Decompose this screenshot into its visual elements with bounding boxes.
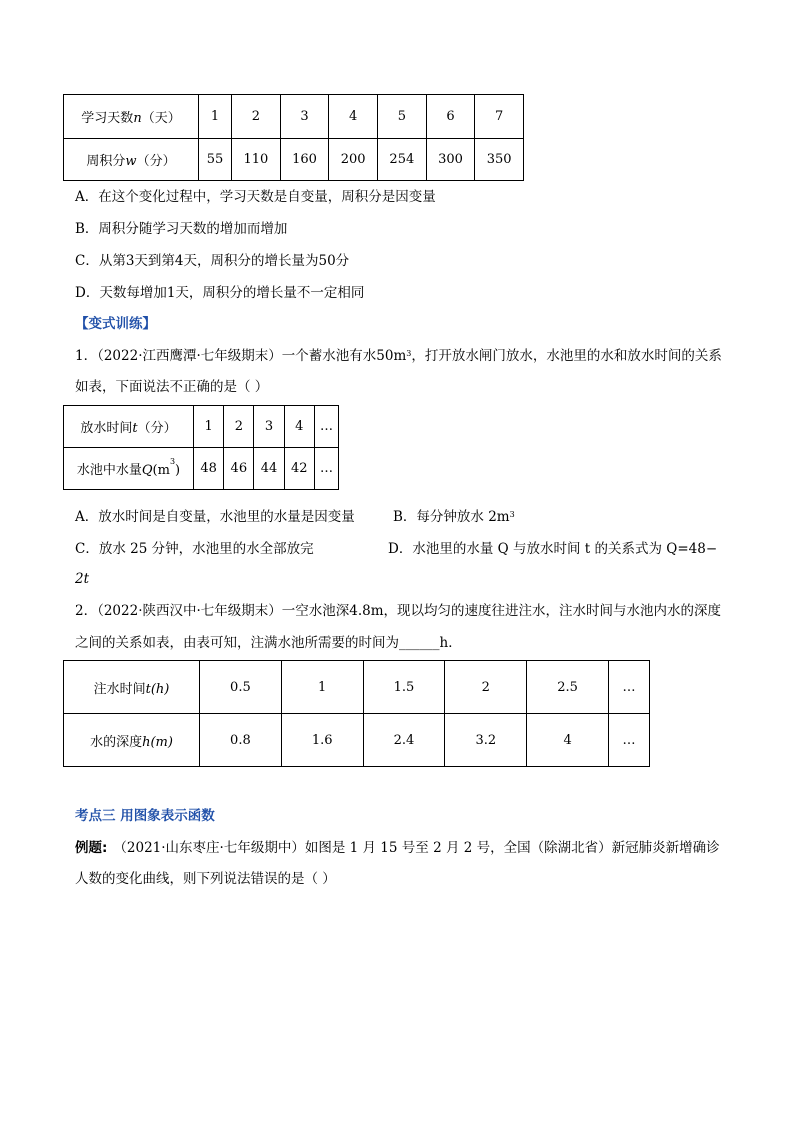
- table-cell: 1.5: [363, 661, 445, 714]
- option-d: D．天数每增加1天，周积分的增长量不一定相同: [75, 285, 365, 301]
- table-cell: 4: [284, 406, 314, 448]
- table-header-cell: [64, 139, 199, 181]
- example-label: 例题:: [75, 840, 108, 856]
- table-header-cell: [64, 448, 194, 490]
- row-label: 水的深度: [90, 734, 143, 750]
- table-cell: 6: [426, 95, 475, 139]
- table-cell: …: [609, 661, 650, 714]
- row-label: 学习天数: [81, 111, 134, 126]
- q1-option-b-text: B．每分钟放水 2m: [393, 509, 510, 525]
- variable: Q: [141, 463, 153, 478]
- table-cell: 44: [254, 448, 284, 490]
- table-cell: 3: [280, 95, 329, 139]
- table-cell: 4: [527, 714, 609, 767]
- table-cell: 1.6: [281, 714, 363, 767]
- q1-option-d: D．水池里的水量 Q 与放水时间 t 的关系式为 Q=48−: [388, 541, 718, 557]
- table-cell: 3.2: [445, 714, 527, 767]
- unit: （天）: [141, 111, 181, 126]
- table-cell: …: [314, 448, 338, 490]
- table-row: [64, 448, 339, 490]
- unit-close: ): [175, 463, 181, 478]
- table-cell: 1: [281, 661, 363, 714]
- q1-line2: 如表，下面说法不正确的是（ ）: [75, 379, 269, 395]
- example-line2: 人数的变化曲线，则下列说法错误的是（ ）: [75, 871, 336, 887]
- superscript: 3: [406, 349, 412, 358]
- q1-line1: [75, 346, 722, 366]
- table-cell: 160: [280, 139, 329, 181]
- variable: h(m): [142, 734, 173, 750]
- q1-text-tail: ，打开放水闸门放水，水池里的水和放水时间的关系: [411, 348, 722, 364]
- table-study-days: [63, 94, 524, 181]
- table-cell: 200: [329, 139, 378, 181]
- table-cell: 350: [475, 139, 524, 181]
- unit: （分）: [136, 154, 176, 169]
- section-variant-training: 【变式训练】: [75, 316, 156, 332]
- table-cell: 110: [232, 139, 281, 181]
- option-a: A．在这个变化过程中，学习天数是自变量，周积分是因变量: [75, 189, 436, 205]
- row-label: 周积分: [86, 154, 126, 169]
- example-line1: [75, 838, 720, 858]
- table-header-cell: [64, 714, 200, 767]
- table-cell: 2: [232, 95, 281, 139]
- table-row: [64, 714, 650, 767]
- q1-option-b: [393, 507, 515, 527]
- option-b: B．周积分随学习天数的增加而增加: [75, 221, 288, 237]
- table-fill-time: [63, 660, 650, 767]
- table-cell: 55: [199, 139, 232, 181]
- q2-line1: 2．（2022·陕西汉中·七年级期末）一空水池深4.8m，现以均匀的速度往进注水，注水时间与水池内水的深度: [75, 603, 722, 619]
- table-cell: 3: [254, 406, 284, 448]
- q1-text: 1．（2022·江西鹰潭·七年级期末）一个蓄水池有水50m: [75, 348, 407, 364]
- table-cell: 2: [224, 406, 254, 448]
- table-header-cell: [64, 661, 200, 714]
- row-label: 放水时间: [80, 421, 133, 436]
- table-row: [64, 661, 650, 714]
- section-title: 考点三 用图象表示函数: [75, 808, 215, 824]
- table-cell: 254: [378, 139, 427, 181]
- table-cell: 2: [445, 661, 527, 714]
- table-cell: 42: [284, 448, 314, 490]
- table-cell: 5: [378, 95, 427, 139]
- table-cell: 2.5: [527, 661, 609, 714]
- unit: （分）: [137, 421, 177, 436]
- table-cell: …: [314, 406, 338, 448]
- q1-option-c: C．放水 25 分钟，水池里的水全部放完: [75, 541, 314, 557]
- table-cell: 1: [194, 406, 224, 448]
- variable: t(h): [145, 681, 170, 697]
- table-row: [64, 95, 524, 139]
- superscript: 3: [169, 457, 176, 466]
- row-label: 注水时间: [93, 681, 146, 697]
- row-label: 水池中水量: [76, 463, 142, 478]
- variable: w: [125, 154, 137, 169]
- table-row: [64, 406, 339, 448]
- table-drain-time: [63, 405, 339, 490]
- table-cell: 46: [224, 448, 254, 490]
- table-header-cell: [64, 406, 194, 448]
- variable: n: [133, 111, 142, 126]
- table-cell: 0.5: [200, 661, 282, 714]
- table-cell: …: [609, 714, 650, 767]
- example-text: （2021·山东枣庄·七年级期中）如图是 1 月 15 号至 2 月 2 号，全国（除湖北省）新冠肺炎新增确诊: [113, 840, 720, 856]
- table-cell: 2.4: [363, 714, 445, 767]
- table-cell: 0.8: [200, 714, 282, 767]
- q2-line2: 之间的关系如表，由表可知，注满水池所需要的时间为______h．: [75, 635, 462, 651]
- table-row: [64, 139, 524, 181]
- option-c: C．从第3天到第4天，周积分的增长量为50分: [75, 253, 350, 269]
- table-header-cell: [64, 95, 199, 139]
- q1-option-d-cont: 2t: [75, 571, 90, 587]
- q1-option-a: A．放水时间是自变量，水池里的水量是因变量: [75, 509, 355, 525]
- table-cell: 300: [426, 139, 475, 181]
- table-cell: 4: [329, 95, 378, 139]
- unit: (m: [152, 463, 170, 478]
- table-cell: 48: [194, 448, 224, 490]
- table-cell: 1: [199, 95, 232, 139]
- table-cell: 7: [475, 95, 524, 139]
- variable: t: [132, 421, 138, 436]
- superscript: 3: [509, 510, 515, 519]
